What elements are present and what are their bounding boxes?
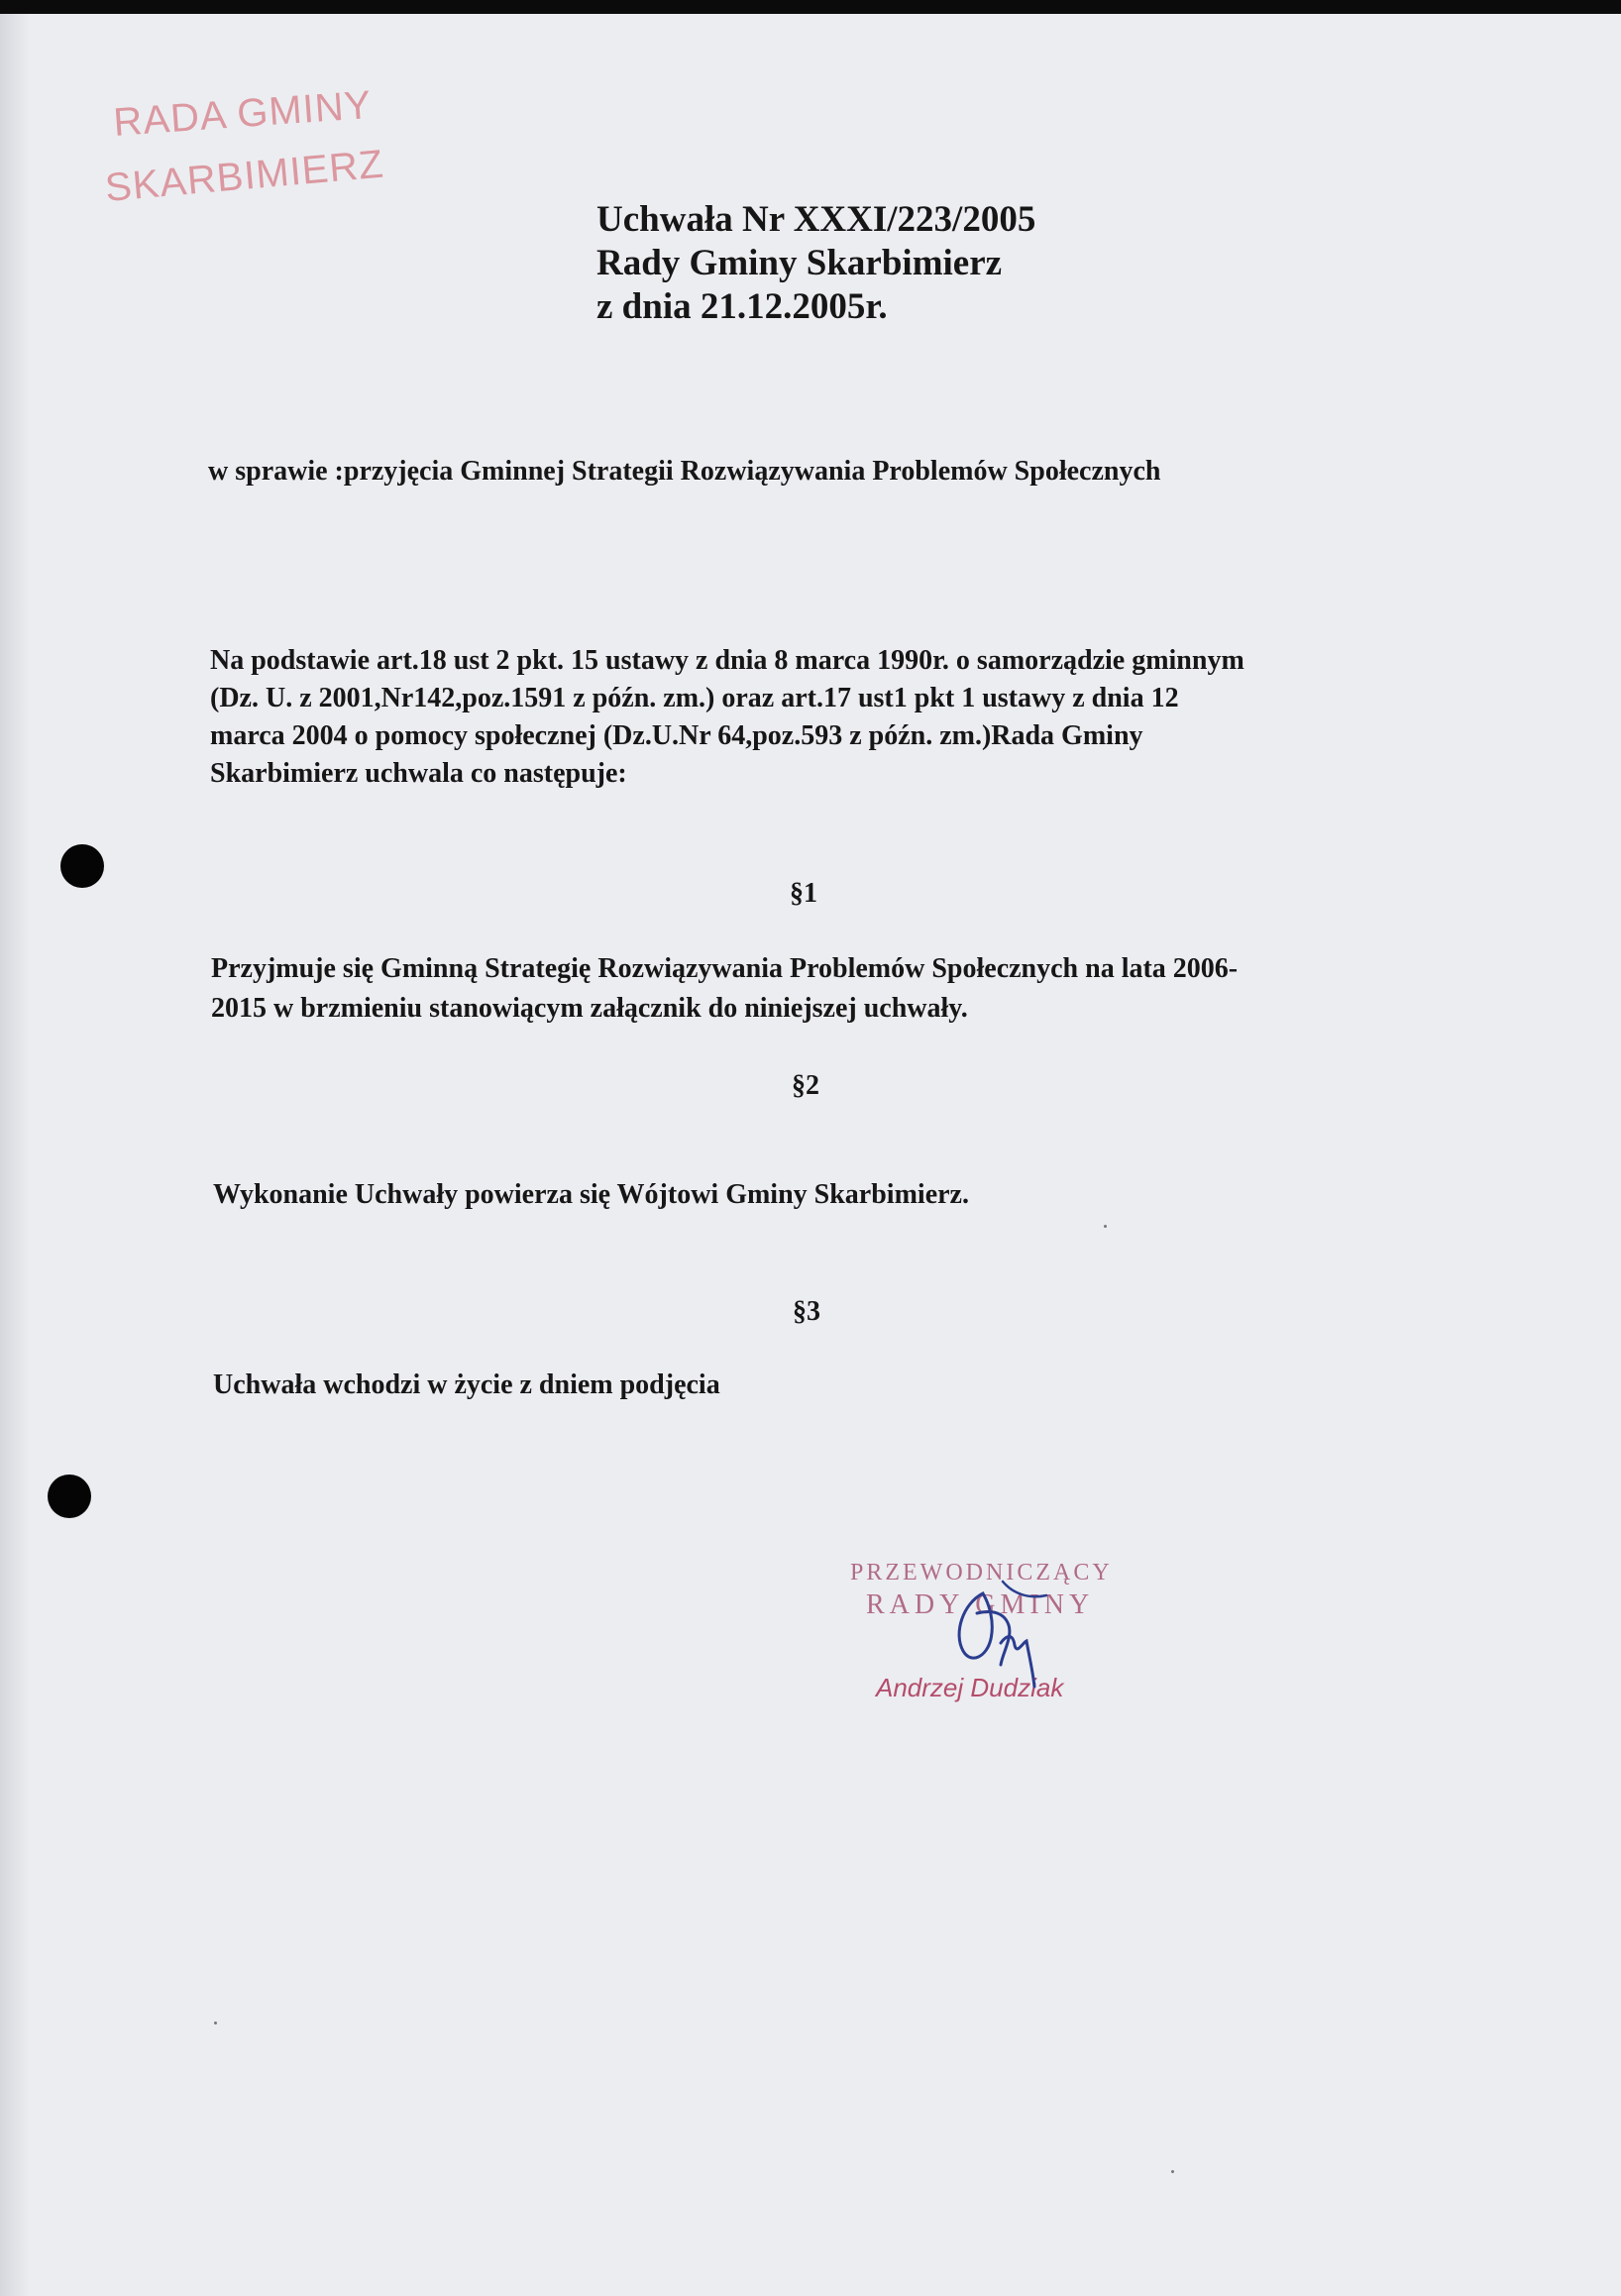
punch-hole <box>60 844 104 888</box>
section-1-mark: §1 <box>790 878 817 909</box>
section-3-text: Uchwała wchodzi w życie z dniem podjęcia <box>213 1369 720 1400</box>
resolution-date: z dnia 21.12.2005r. <box>596 286 888 327</box>
legal-basis-line: Skarbimierz uchwala co następuje: <box>210 758 627 789</box>
resolution-number: Uchwała Nr XXXI/223/2005 <box>596 199 1036 240</box>
section-3-mark: §3 <box>793 1296 820 1327</box>
scan-left-shadow <box>0 14 30 2296</box>
section-2-text: Wykonanie Uchwały powierza się Wójtowi Gminy Skarbimierz. <box>213 1179 969 1210</box>
scan-top-edge <box>0 0 1621 14</box>
resolution-title <box>596 198 1035 329</box>
council-stamp-line1: RADA GMINY <box>112 82 374 145</box>
section-1-line: 2015 w brzmieniu stanowiącym załącznik do niniejszej uchwały. <box>211 993 968 1024</box>
scan-speck <box>214 2022 217 2024</box>
section-2-mark: §2 <box>792 1070 819 1101</box>
legal-basis-line: Na podstawie art.18 ust 2 pkt. 15 ustawy z dnia 8 marca 1990r. o samorządzie gminnym <box>210 645 1244 676</box>
chairman-stamp <box>840 1556 1177 1724</box>
chairman-stamp-council: RADY GMINY <box>866 1589 1095 1620</box>
legal-basis-paragraph <box>210 642 1459 793</box>
legal-basis-line: (Dz. U. z 2001,Nr142,poz.1591 z późn. zm.) oraz art.17 ust1 pkt 1 ustawy z dnia 12 <box>210 683 1179 713</box>
council-stamp <box>103 82 386 210</box>
scan-speck <box>1171 2170 1174 2173</box>
handwritten-signature <box>943 1574 1052 1693</box>
council-name: Rady Gminy Skarbimierz <box>596 243 1003 283</box>
section-1-line: Przyjmuje się Gminną Strategię Rozwiązywania Problemów Społecznych na lata 2006- <box>211 953 1239 984</box>
scan-speck <box>1104 1225 1107 1228</box>
chairman-stamp-name: Andrzej Dudziak <box>876 1673 1064 1702</box>
resolution-subject: w sprawie :przyjęcia Gminnej Strategii Rozwiązywania Problemów Społecznych <box>208 456 1161 487</box>
legal-basis-line: marca 2004 o pomocy społecznej (Dz.U.Nr 64,poz.593 z późn. zm.)Rada Gminy <box>210 720 1143 751</box>
council-stamp-line2: SKARBIMIERZ <box>103 142 386 210</box>
chairman-stamp-title: PRZEWODNICZĄCY <box>850 1560 1113 1585</box>
section-1-text <box>211 949 1238 1029</box>
punch-hole <box>48 1475 91 1518</box>
